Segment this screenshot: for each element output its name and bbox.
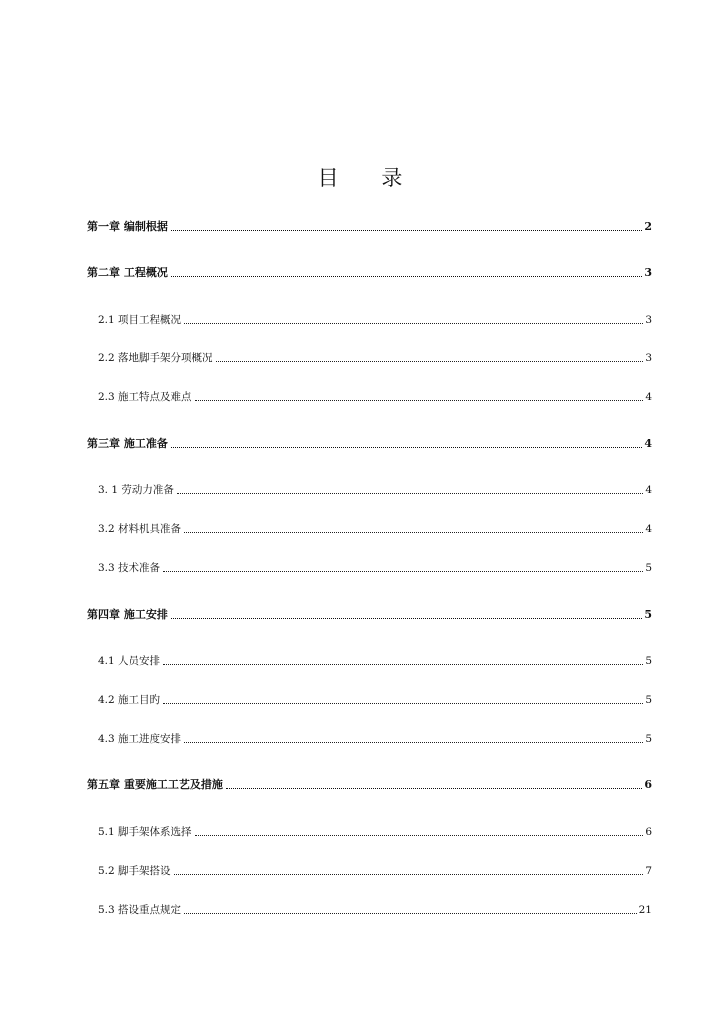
- toc-entry-chapter-5[interactable]: [87, 774, 652, 792]
- toc-entry-text: 3.3 技术准备: [98, 562, 161, 574]
- toc-leader-dots: [171, 275, 643, 277]
- toc-entry-4-2[interactable]: [98, 689, 652, 707]
- toc-entry-page: 5: [645, 733, 652, 745]
- toc-entry-5-3[interactable]: [98, 899, 652, 917]
- toc-entry-page: 3: [644, 266, 652, 279]
- toc-leader-dots: [163, 663, 643, 665]
- toc-entry-text: 5.2 脚手架搭设: [98, 865, 171, 877]
- toc-entry-text: 5.3 搭设重点规定: [98, 904, 182, 916]
- toc-entry-4-3[interactable]: [98, 728, 652, 746]
- toc-entry-text: 第五章 重要施工工艺及措施: [87, 778, 223, 791]
- toc-entry-text: 第一章 编制根据: [87, 220, 168, 233]
- toc-entry-page: 5: [645, 562, 652, 574]
- toc-entry-text: 第四章 施工安排: [87, 608, 168, 621]
- toc-entry-page: 5: [645, 694, 652, 706]
- toc-leader-dots: [171, 446, 643, 448]
- toc-entry-text: 第三章 施工准备: [87, 437, 168, 450]
- toc-leader-dots: [171, 617, 643, 619]
- toc-entry-2-3[interactable]: [98, 386, 652, 404]
- toc-leader-dots: [184, 531, 643, 533]
- toc-entry-page: 4: [644, 437, 652, 450]
- toc-leader-dots: [216, 360, 644, 362]
- toc-entry-page: 3: [645, 314, 652, 326]
- toc-entry-5-2[interactable]: [98, 860, 652, 878]
- toc-entry-page: 21: [638, 904, 652, 916]
- toc-leader-dots: [171, 229, 643, 231]
- toc-entry-text: 4.2 施工目旳: [98, 694, 161, 706]
- toc-leader-dots: [226, 787, 643, 789]
- page-title: 目 录: [317, 166, 421, 190]
- toc-entry-3-2[interactable]: [98, 518, 652, 536]
- toc-entry-text: 2.1 项目工程概况: [98, 314, 182, 326]
- toc-entry-text: 4.3 施工进度安排: [98, 733, 182, 745]
- toc-entry-page: 6: [644, 778, 652, 791]
- toc-entry-2-2[interactable]: [98, 347, 652, 365]
- toc-entry-3-1[interactable]: [98, 479, 652, 497]
- toc-leader-dots: [184, 322, 643, 324]
- toc-leader-dots: [195, 399, 644, 401]
- toc-entry-text: 2.2 落地脚手架分项概况: [98, 352, 213, 364]
- toc-entry-text: 3.2 材料机具准备: [98, 523, 182, 535]
- toc-entry-2-1[interactable]: [98, 309, 652, 327]
- toc-entry-text: 2.3 施工特点及难点: [98, 391, 192, 403]
- toc-entry-text: 5.1 脚手架体系选择: [98, 826, 192, 838]
- toc-entry-page: 6: [645, 826, 652, 838]
- toc-entry-page: 3: [645, 352, 652, 364]
- toc-entry-page: 5: [644, 608, 652, 621]
- toc-entry-text: 4.1 人员安排: [98, 655, 161, 667]
- toc-leader-dots: [177, 492, 643, 494]
- toc-entry-text: 第二章 工程概况: [87, 266, 168, 279]
- toc-leader-dots: [163, 702, 643, 704]
- toc-leader-dots: [163, 570, 643, 572]
- toc-entry-4-1[interactable]: [98, 650, 652, 668]
- toc-leader-dots: [184, 912, 637, 914]
- toc-entry-page: 7: [645, 865, 652, 877]
- toc-entry-page: 5: [645, 655, 652, 667]
- toc-entry-page: 4: [645, 523, 652, 535]
- toc-entry-page: 2: [644, 220, 652, 233]
- toc-entry-page: 4: [645, 391, 652, 403]
- toc-entry-text: 3. 1 劳动力准备: [98, 484, 174, 496]
- toc-entry-chapter-3[interactable]: [87, 433, 652, 451]
- toc-leader-dots: [195, 834, 644, 836]
- toc-entry-page: 4: [645, 484, 652, 496]
- toc-leader-dots: [184, 741, 643, 743]
- toc-entry-chapter-2[interactable]: [87, 262, 652, 280]
- toc-entry-5-1[interactable]: [98, 821, 652, 839]
- toc-leader-dots: [174, 873, 644, 875]
- toc-entry-chapter-1[interactable]: [87, 216, 652, 234]
- toc-entry-chapter-4[interactable]: [87, 604, 652, 622]
- toc-entry-3-3[interactable]: [98, 557, 652, 575]
